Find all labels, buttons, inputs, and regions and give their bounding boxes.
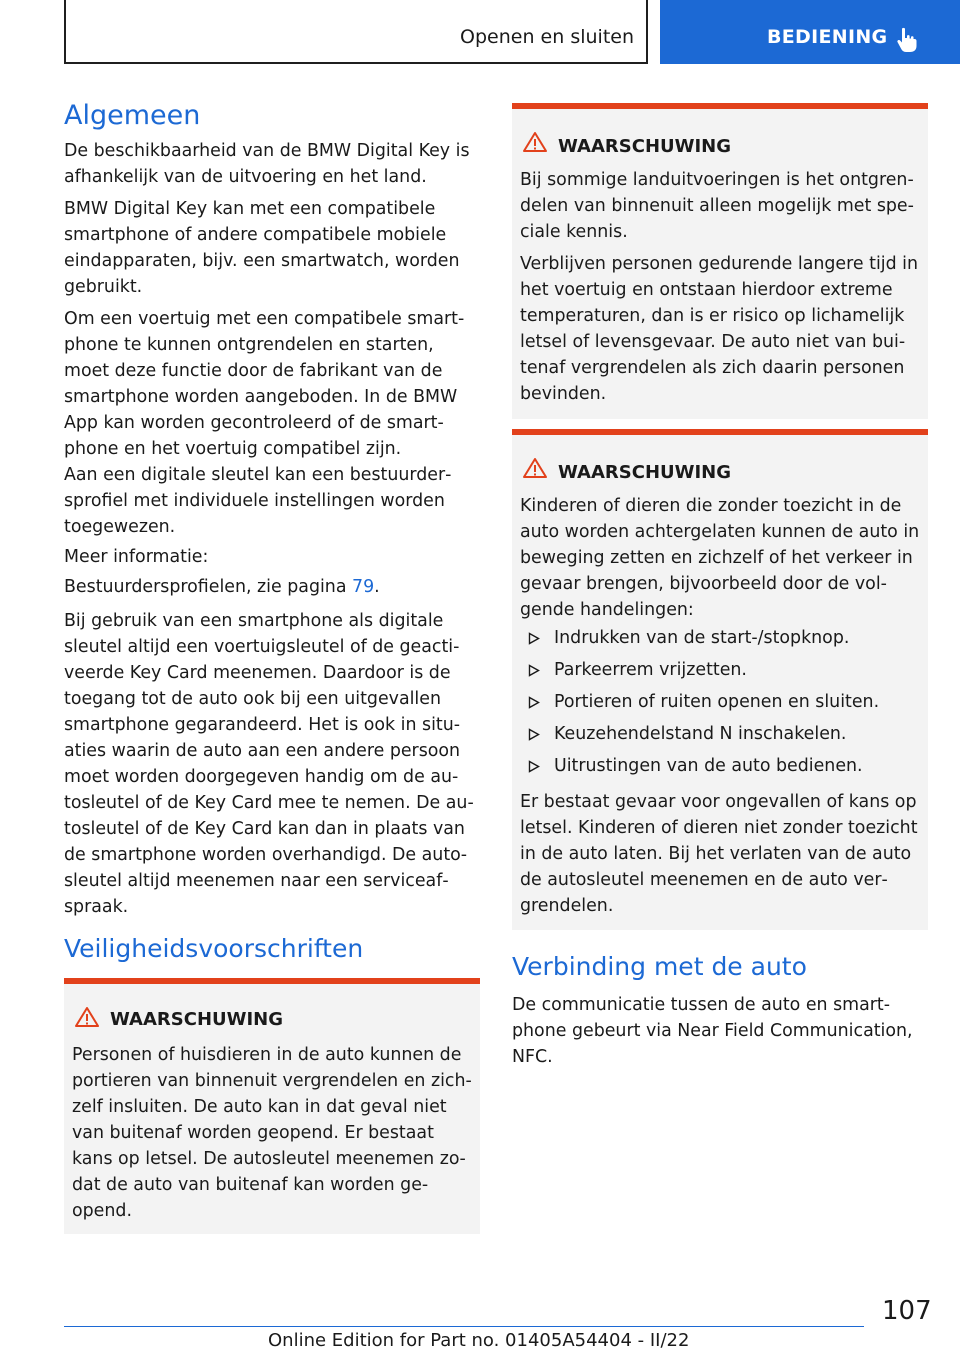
- heading-general: Algemeen: [64, 100, 201, 131]
- list-item: Parkeerrem vrijzetten.: [520, 657, 922, 689]
- warning-text: Personen of huisdieren in de auto kunnen de portieren van binnenuit vergrendelen en zichzelf insluiten. De auto kan in dat geval niet van buitenaf worden geopend. Er bestaat kans op letsel. De autosleutel meenemen zodat de auto van buitenaf kan worden geopend.: [72, 1045, 472, 1221]
- list-item: Portieren of ruiten openen en sluiten.: [520, 689, 922, 721]
- footer-edition: Online Edition for Part no. 01405A54404 - II/22: [268, 1330, 690, 1351]
- paragraph-availability: De beschikbaarheid van de BMW Digital Key is afhankelijk van de uitvoering en het land.: [64, 141, 470, 187]
- warning-triangle-icon: [522, 131, 548, 153]
- warning-triangle-icon: [74, 1006, 100, 1028]
- warning-box-unlock-from-inside: [512, 103, 928, 419]
- page-link-79[interactable]: 79: [352, 577, 375, 597]
- warning-text-special-knowledge: Bij sommige landuitvoeringen is het ontgrendelen van binnenuit alleen mogelijk met speciale kennis.: [520, 170, 914, 242]
- paragraph-unlock-start: Om een voertuig met een compatibele smartphone te kunnen ontgrendelen en starten, moet deze functie door de fabrikant van de smartphone worden aangeboden. In de BMW App kan worden gecontroleerd of de smartphone en het voertuig compatibel zijn.: [64, 309, 465, 459]
- section-title: Openen en sluiten: [460, 26, 634, 48]
- action-list: [520, 625, 922, 785]
- heading-connection: Verbinding met de auto: [512, 952, 807, 981]
- warning-box-lock-in: [64, 978, 480, 1234]
- warning-box-children-animals: [512, 429, 928, 930]
- chapter-title: BEDIENING: [767, 26, 888, 48]
- paragraph-compatible-devices: BMW Digital Key kan met een compatibele smartphone of andere compatibele mobiele eindapparaten, bijv. een smartwatch, worden gebruikt.: [64, 199, 460, 297]
- paragraph-more-info: Meer informatie:: [64, 547, 209, 567]
- triangle-bullet-icon: [528, 696, 540, 709]
- paragraph-nfc: De communicatie tussen de auto en smartphone gebeurt via Near Field Communication, NFC.: [512, 995, 913, 1067]
- reference-text: Bestuurdersprofielen, zie pagina: [64, 577, 353, 597]
- hand-pointer-icon: [893, 26, 921, 54]
- warning-triangle-icon: [522, 457, 548, 479]
- warning-text-danger: Er bestaat gevaar voor ongevallen of kans op letsel. Kinderen of dieren niet zonder toezicht in de auto laten. Bij het verlaten van de auto de autosleutel meenemen en de auto vergrendelen.: [520, 792, 918, 916]
- paragraph-profiles-reference: [64, 574, 482, 600]
- list-item: Keuzehendelstand N inschakelen.: [520, 721, 922, 753]
- warning-title: WAARSCHUWING: [558, 462, 732, 483]
- triangle-bullet-icon: [528, 728, 540, 741]
- triangle-bullet-icon: [528, 760, 540, 773]
- reference-end: .: [374, 577, 380, 597]
- paragraph-smartphone-key: Bij gebruik van een smartphone als digitale sleutel altijd een voertuigsleutel of de geactiveerde Key Card meenemen. Daardoor is de toegang tot de auto ook bij een uitgevallen smartphone gegarandeerd. Het is ook in situaties waarin de auto aan een andere persoon moet worden doorgegeven handig om de autosleutel of de Key Card mee te nemen. De autosleutel of de Key Card kan dan in plaats van de smartphone worden overhandigd. De autosleutel altijd meenemen naar een serviceafspraak.: [64, 611, 474, 917]
- footer-divider: [64, 1326, 864, 1327]
- page-number: 107: [882, 1296, 932, 1326]
- heading-safety: Veiligheidsvoorschriften: [64, 934, 364, 963]
- warning-title: WAARSCHUWING: [558, 136, 732, 157]
- warning-title: WAARSCHUWING: [110, 1009, 284, 1030]
- header-section-box: [64, 0, 648, 64]
- list-item: Indrukken van de start-/stopknop.: [520, 625, 922, 657]
- triangle-bullet-icon: [528, 632, 540, 645]
- list-item: Uitrustingen van de auto bedienen.: [520, 753, 922, 785]
- warning-text-children: Kinderen of dieren die zonder toezicht in de auto worden achtergelaten kunnen de auto in beweging zetten en zichzelf of het verkeer in gevaar brengen, bijvoorbeeld door de volgende handelingen:: [520, 496, 920, 620]
- paragraph-driver-profile: Aan een digitale sleutel kan een bestuurdersprofiel met individuele instellingen worden toegewezen.: [64, 465, 452, 537]
- warning-text-persons-inside: Verblijven personen gedurende langere tijd in het voertuig en ontstaan hierdoor extreme temperaturen, dan is er risico op lichamelijk letsel of levensgevaar. De auto niet van buitenaf vergrendelen als zich daarin personen bevinden.: [520, 254, 919, 404]
- triangle-bullet-icon: [528, 664, 540, 677]
